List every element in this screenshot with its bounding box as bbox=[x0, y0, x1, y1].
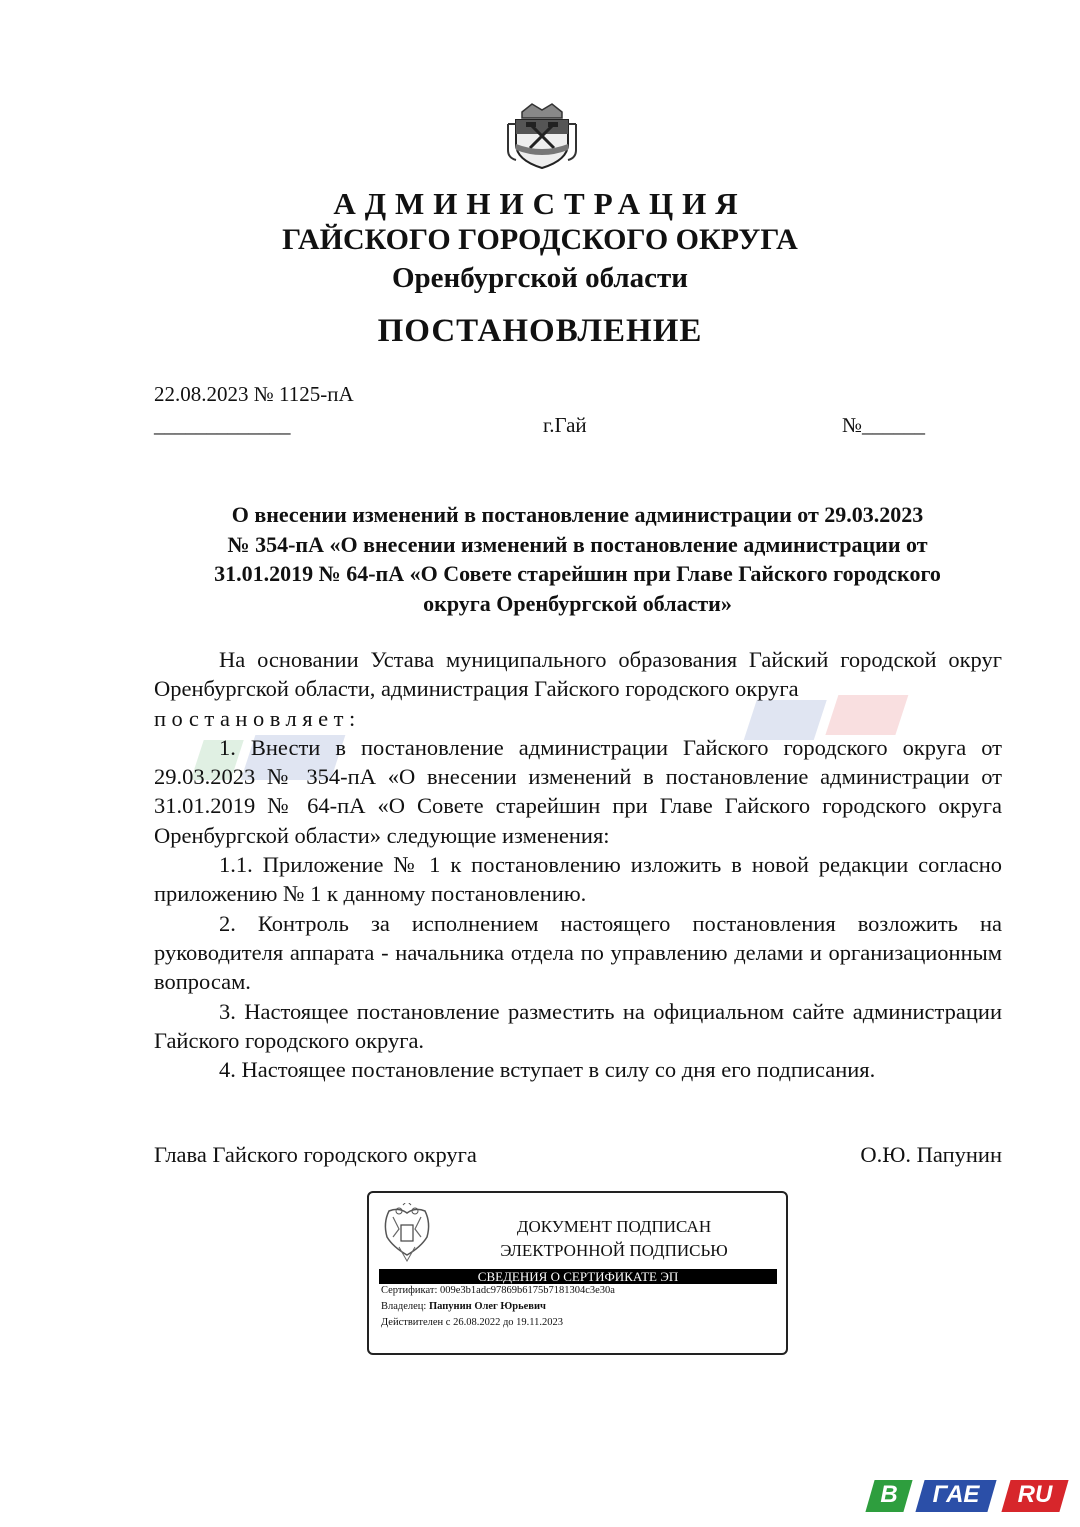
stamp-title-line-1: ДОКУМЕНТ ПОДПИСАН bbox=[516, 1217, 712, 1236]
document-type: ПОСТАНОВЛЕНИЕ bbox=[377, 313, 703, 349]
validity-line: Действителен с 26.08.2022 до 19.11.2023 bbox=[381, 1317, 564, 1328]
resolves-word: постановляет: bbox=[154, 705, 361, 731]
electronic-signature-stamp bbox=[367, 1191, 788, 1355]
subject-line: 31.01.2019 № 64-пА «О Совете старейшин при Главе Гайского городского bbox=[214, 561, 941, 586]
signer-title: Глава Гайского городского округа bbox=[154, 1142, 477, 1167]
subject-line: № 354-пА «О внесении изменений в постановление администрации от bbox=[227, 531, 928, 557]
logo-part-v: В bbox=[880, 1481, 898, 1508]
owner-value: Папунин Олег Юрьевич bbox=[428, 1301, 546, 1312]
subject-line: О внесении изменений в постановление администрации от 29.03.2023 bbox=[231, 502, 924, 527]
item-3: 3. Настоящее постановление разместить на официальном сайте администрации Гайского городского округа. bbox=[154, 998, 1002, 1053]
document-body bbox=[154, 645, 1002, 1084]
item-2: 2. Контроль за исполнением настоящего постановления возложить на руководителя аппарата - начальника отдела по управлению делами и организационным вопросам. bbox=[154, 910, 1002, 995]
document-subject bbox=[150, 500, 1005, 618]
logo-part-gae: ГАЕ bbox=[932, 1481, 980, 1508]
item-1: 1. Внести в постановление администрации Гайского городского округа от 29.03.2023 № 354-пА «О внесении изменений в постановление администрации от 31.01.2019 № 64-пА «О Совете старейшин при Главе Гайского городского округа Оренбургской области» следующие изменения: bbox=[154, 734, 1002, 848]
number-blank: №______ bbox=[842, 413, 926, 437]
logo-part-ru: RU bbox=[1017, 1481, 1053, 1508]
blank-line-left: _____________ bbox=[154, 413, 291, 437]
certificate-info-bar: СВЕДЕНИЯ О СЕРТИФИКАТЕ ЭП bbox=[379, 1269, 777, 1284]
header-district: ГАЙСКОГО ГОРОДСКОГО ОКРУГА bbox=[282, 223, 798, 256]
header-administration: АДМИНИСТРАЦИЯ bbox=[333, 186, 747, 221]
header-region: Оренбургской области bbox=[392, 262, 688, 294]
preamble-paragraph: На основании Устава муниципального образования Гайский городской округ Оренбургской области, администрация Гайского городского округа bbox=[154, 647, 1002, 702]
russia-coat-of-arms-icon bbox=[379, 1203, 435, 1263]
subject-line: округа Оренбургской области» bbox=[423, 590, 732, 616]
date-number: 22.08.2023 № 1125-пА bbox=[154, 382, 354, 406]
city-name: г.Гай bbox=[543, 413, 587, 437]
city-coat-of-arms-icon bbox=[500, 100, 584, 170]
stamp-title-line-2: ЭЛЕКТРОННОЙ ПОДПИСЬЮ bbox=[500, 1241, 728, 1260]
certificate-value: 009e3b1adc97869b6175b7181304c3e30a bbox=[440, 1285, 615, 1296]
item-1-1: 1.1. Приложение № 1 к постановлению изложить в новой редакции согласно приложению № 1 к данному постановлению. bbox=[154, 852, 1002, 907]
item-4: 4. Настоящее постановление вступает в силу со дня его подписания. bbox=[219, 1057, 876, 1083]
signer-name: О.Ю. Папунин bbox=[860, 1142, 1002, 1167]
certificate-label: Сертификат: bbox=[381, 1285, 438, 1296]
owner-label: Владелец: bbox=[381, 1301, 427, 1312]
owner-line bbox=[381, 1301, 546, 1312]
site-logo bbox=[862, 1478, 1068, 1514]
certificate-line bbox=[381, 1285, 615, 1296]
